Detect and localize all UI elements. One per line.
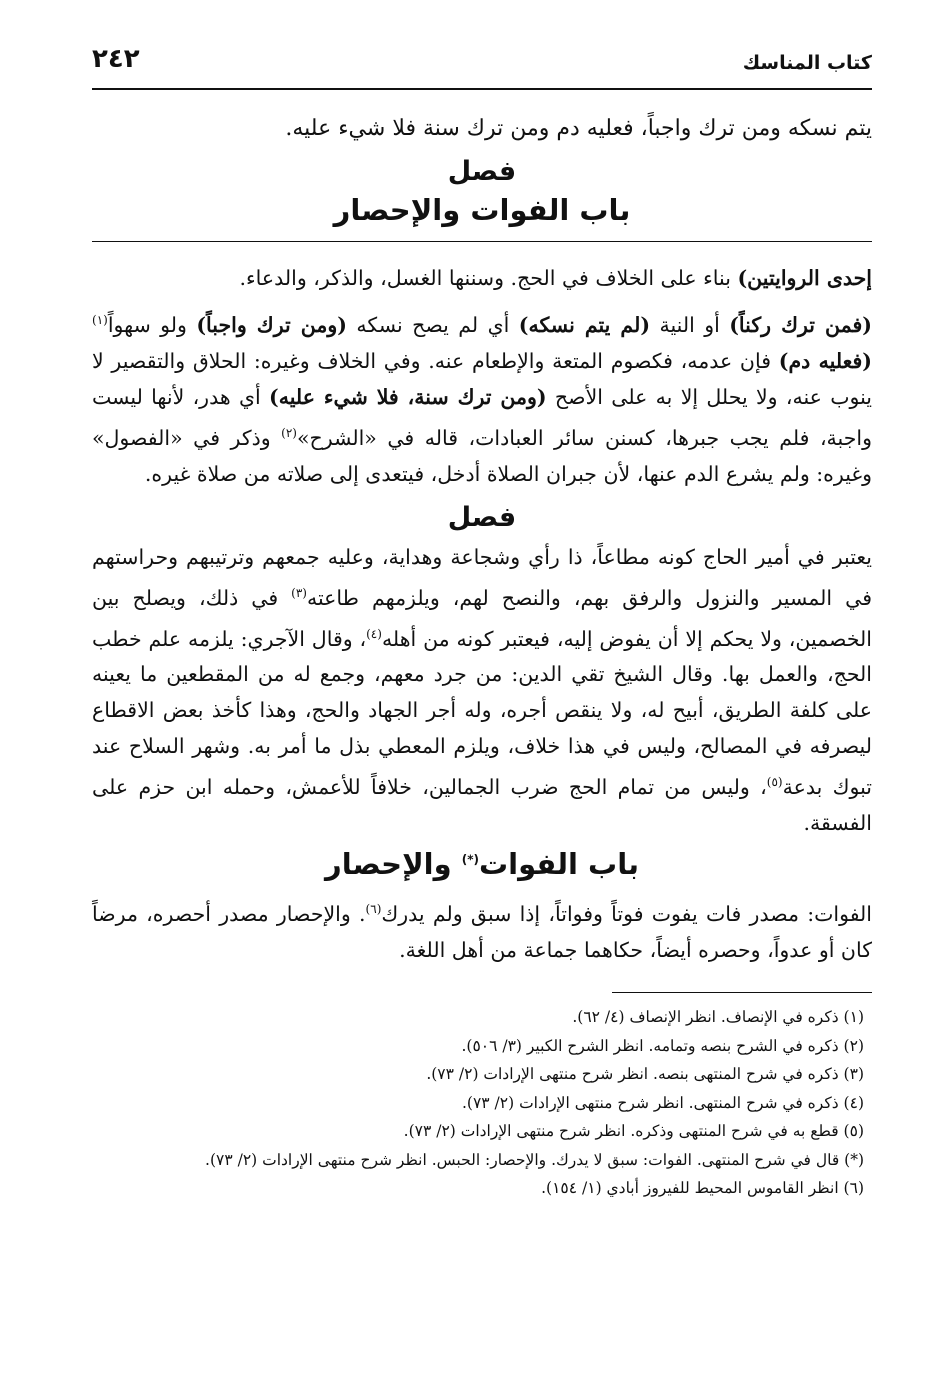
footnote-ref[interactable]: (٤) (366, 626, 382, 641)
bold-phrase: (فمن ترك ركناً) (729, 312, 873, 337)
footnote-ref[interactable]: (٢) (281, 425, 297, 440)
text-run: أي هدر، لأنها ليست واجبة، فلم يجب جبرها، كسنن سائر العبادات، قاله في «الشرح» (92, 384, 872, 450)
footnote-ref-star[interactable]: (*) (461, 852, 479, 867)
bold-phrase: (فعليه دم) (778, 348, 873, 373)
text-run: أو النية (650, 312, 730, 337)
matn-top-line: يتم نسكه ومن ترك واجباً، فعليه دم ومن ترك سنة فلا شيء عليه. (285, 116, 872, 141)
bold-phrase: (لم يتم نسكه) (518, 312, 651, 337)
heading-bab-2 (92, 847, 872, 881)
separator-rule (92, 241, 872, 242)
text-run: في ذلك، ويصلح بين الخصمين، ولا يحكم إلا أن يفوض إليه، فيعتبر كونه من أهله (92, 585, 872, 651)
text-run: أي لم يصح نسكه (346, 312, 519, 337)
text-run: بناء على الخلاف في الحج. وسننها الغسل، والذكر، والدعاء. (239, 266, 738, 291)
footnote-ref[interactable]: (٣) (291, 585, 307, 600)
text-run: فإن عدمه، فكصوم المتعة والإطعام عنه. وفي الخلاف وغيره: الحلاق والتقصير لا ينوب عنه، ولا يحلل إلا به على الأصح (92, 348, 872, 409)
heading-bab: باب الفوات والإحصار (333, 193, 631, 228)
book-title: كتاب المناسك (742, 52, 872, 74)
footnote-ref[interactable]: (٦) (365, 902, 382, 917)
footnote-2: (٢) ذكره في الشرح بنصه وتمامه. انظر الشرح الكبير (٣/ ٥٠٦). (461, 1036, 864, 1055)
page-number: ٢٤٢ (92, 44, 140, 74)
sharh-paragraph-3 (92, 539, 872, 841)
text-run: وذكر في «الفصول» وغيره: ولم يشرع الدم عنها، لأن جبران الصلاة أدخل، فيتعدى إلى صلاته من صلاة غيره. (92, 425, 872, 486)
footnote-separator (612, 992, 872, 993)
text-run: ، وقال الآجري: يلزمه علم خطب الحج، والعمل بها. وقال الشيخ تقي الدين: من جرد معهم، وجمع له من المقطعين ما يعينه على كلفة الطريق، أبيح له، ولا ينقص أجره، وله أجر الجهاد والحج، وهذا كأخذ بعض الاقطاع ليصرفه في المصالح، وليس في هذا خلاف، ويلزم المعطي بذل ما أمر به. وشهر السلاح عند تبوك بدعة (92, 626, 872, 800)
heading-text: باب الفوات (478, 847, 639, 882)
footnote-star: (*) قال في شرح المنتهى. الفوات: سبق لا يدرك. والإحصار: الحبس. انظر شرح منتهى الإرادات (٢/ ٧٣). (205, 1150, 864, 1169)
text-run: ، وليس من تمام الحج ضرب الجمالين، خلافاً للأعمش، وحمله ابن حزم على الفسقة. (92, 775, 872, 836)
heading-text: والإحصار (325, 847, 462, 882)
text-run: . والإحصار مصدر أحصره، مرضاً كان أو عدواً، وحصره أيضاً، حكاهما جماعة من أهل اللغة. (92, 902, 872, 963)
text-run: ولو سهواً (107, 312, 197, 337)
page (92, 44, 872, 1203)
footnote-ref[interactable]: (٥) (766, 775, 783, 790)
bold-phrase: (ومن ترك واجباً) (196, 312, 347, 337)
footnote-6: (٦) انظر القاموس المحيط للفيروز أبادي (١/ ١٥٤). (541, 1179, 864, 1198)
text-run: الفوات: مصدر فات يفوت فوتاً وفواتاً، إذا سبق ولم يدرك (381, 902, 873, 927)
sharh-paragraph-2 (92, 302, 872, 492)
bold-phrase: (ومن ترك سنة، فلا شيء عليه) (269, 384, 547, 409)
heading-fasl: فصل (447, 156, 517, 188)
heading-fasl-2: فصل (447, 501, 517, 533)
text-run: يعتبر في أمير الحاج كونه مطاعاً، ذا رأي وشجاعة وهداية، وعليه جمعهم وترتيبهم وحراستهم في المسير والنزول والرفق بهم، والنصح لهم، ويلزمهم طاعته (92, 544, 872, 610)
sharh-paragraph-4 (92, 891, 872, 968)
footnote-1: (١) ذكره في الإنصاف. انظر الإنصاف (٤/ ٦٢). (572, 1008, 864, 1027)
page-header (92, 44, 872, 90)
footnotes (92, 1003, 872, 1203)
footnote-4: (٤) ذكره في شرح المنتهى. انظر شرح منتهى الإرادات (٢/ ٧٣). (461, 1093, 864, 1112)
footnote-3: (٣) ذكره في شرح المنتهى بنصه. انظر شرح منتهى الإرادات (٢/ ٧٣). (426, 1065, 864, 1084)
sharh-paragraph-1 (92, 260, 872, 296)
footnote-ref[interactable]: (١) (92, 313, 108, 328)
footnote-5: (٥) قطع به في شرح المنتهى وذكره. انظر شرح منتهى الإرادات (٢/ ٧٣). (403, 1122, 864, 1141)
bold-phrase: إحدى الروايتين) (737, 266, 872, 291)
